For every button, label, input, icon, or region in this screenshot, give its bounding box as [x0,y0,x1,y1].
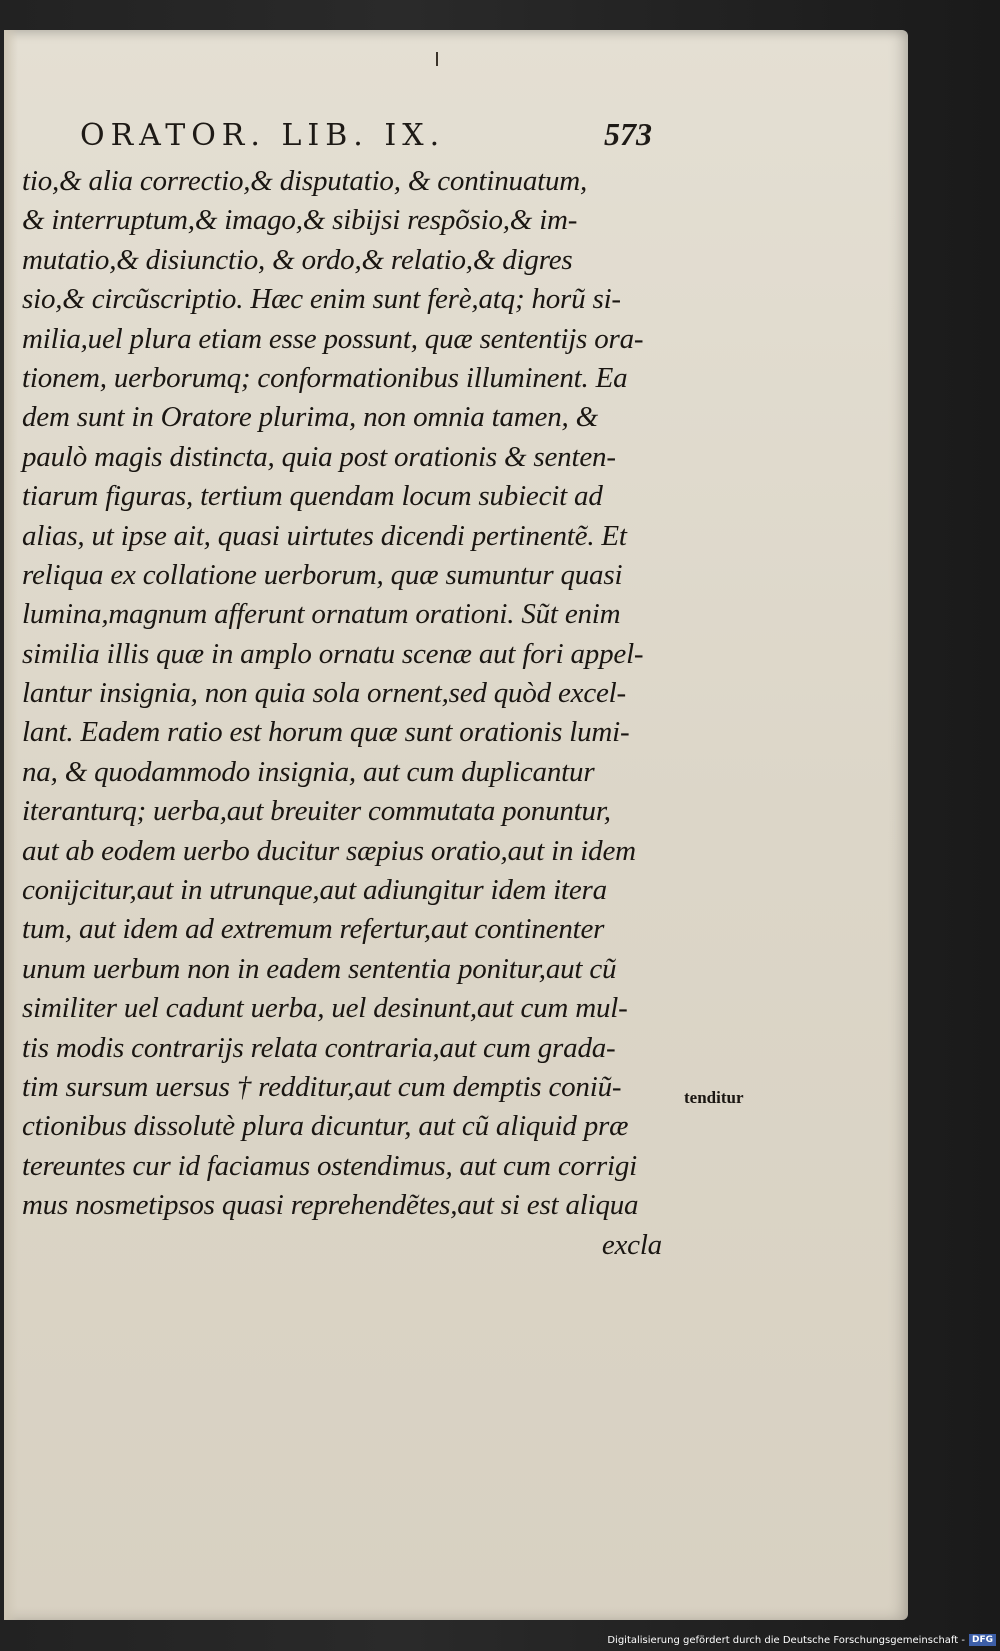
text-line: na, & quodammodo insignia, aut cum duplicantur [22,755,595,788]
text-line: tereuntes cur id faciamus ostendimus, aut cum corrigi [22,1149,637,1182]
text-line: unum uerbum non in eadem sententia ponitur,aut cũ [22,952,617,985]
page-header [80,118,680,158]
folio-number: 573 [604,116,652,152]
text-line: tiarum figuras, tertium quendam locum subiecit ad [22,480,603,513]
digitization-footer [607,1633,996,1647]
dfg-logo-icon: DFG [969,1634,996,1646]
text-line: alias, ut ipse ait, quasi uirtutes dicendi pertinentẽ. Et [22,519,627,552]
text-line: tionem, uerborumq; conformationibus illuminent. Ea [22,361,628,394]
text-line: reliqua ex collatione uerborum, quæ sumuntur quasi [22,558,623,591]
text-line: lantur insignia, non quia sola ornent,sed quòd excel- [22,677,626,710]
text-line: milia,uel plura etiam esse possunt, quæ sententijs ora- [22,322,644,355]
text-line: lumina,magnum afferunt ornatum orationi. Sũt enim [22,598,621,631]
text-line: tis modis contrarijs relata contraria,aut cum grada- [22,1031,616,1064]
text-line: sio,& circũscriptio. Hæc enim sunt ferè,atq; horũ si- [22,283,621,316]
running-title: ORATOR. LIB. IX. [80,118,446,153]
text-line: mus nosmetipsos quasi reprehendẽtes,aut si est aliqua [22,1189,639,1222]
page-gutter-shadow [4,30,18,1620]
footer-credit: Digitalisierung gefördert durch die Deutsche Forschungsgemeinschaft - [607,1634,965,1646]
text-line: similia illis quæ in amplo ornatu scenæ aut fori appel- [22,637,644,670]
marginal-note: tenditur [684,1088,744,1107]
text-line: tim sursum uersus † redditur,aut cum demptis coniũ- [22,1070,622,1103]
text-line: tio,& alia correctio,& disputatio, & continuatum, [22,165,588,197]
text-line: aut ab eodem uerbo ducitur sæpius oratio,aut in idem [22,834,636,867]
body-text [22,162,672,1265]
text-line: tum, aut idem ad extremum refertur,aut continenter [22,913,605,946]
ink-mark [436,52,438,66]
text-line: & interruptum,& imago,& sibijsi respõsio,& im- [22,204,578,237]
catchword: excla [601,1228,662,1261]
text-line: mutatio,& disiunctio, & ordo,& relatio,& digres [22,243,573,276]
text-line: dem sunt in Oratore plurima, non omnia tamen, & [22,401,598,434]
text-line: similiter uel cadunt uerba, uel desinunt,aut cum mul- [22,992,628,1025]
text-line: paulò magis distincta, quia post orationis & senten- [22,440,616,473]
text-line: iteranturq; uerba,aut breuiter commutata ponuntur, [22,795,611,828]
text-line: conijcitur,aut in utrunque,aut adiungitur idem itera [22,874,607,907]
text-line: lant. Eadem ratio est horum quæ sunt orationis lumi- [22,716,630,749]
text-line: ctionibus dissolutè plura dicuntur, aut cũ aliquid præ [22,1110,629,1143]
